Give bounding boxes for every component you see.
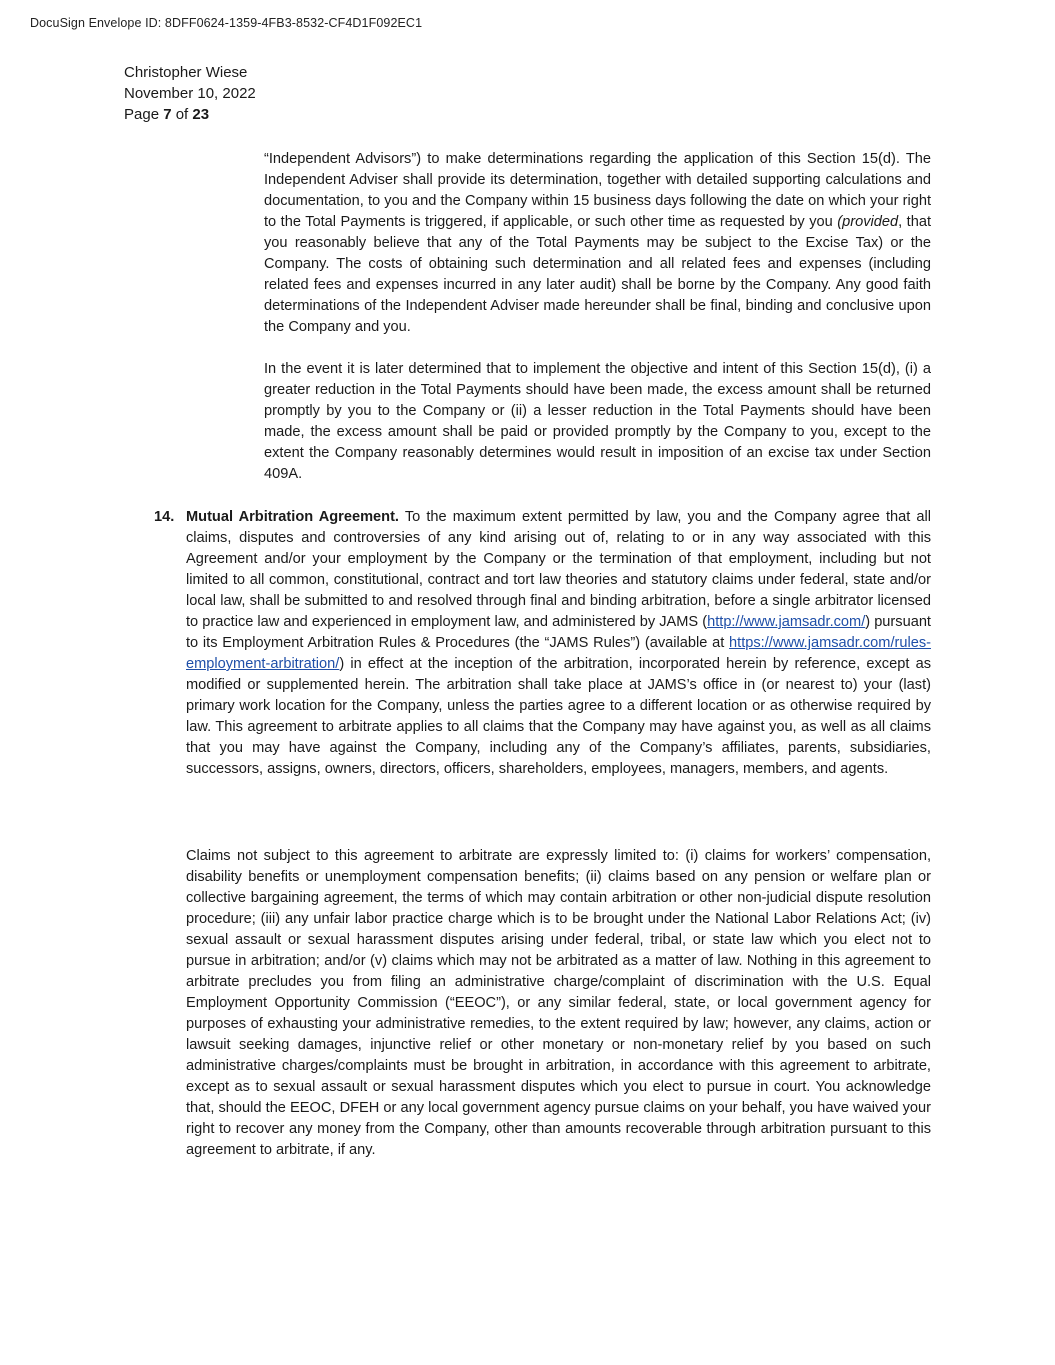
section-14-arbitration <box>154 507 932 780</box>
jams-home-link[interactable]: http://www.jamsadr.com/ <box>707 614 866 630</box>
page-prefix: Page <box>124 106 164 123</box>
section-14-text-1: To the maximum extent permitted by law, you and the Company agree that all claims, disputes and controversies of any kind arising out of, relating to or in any way associated with this Agreement and/or your employment by the Company or the termination of that employment, including but not limited to all common, constitutional, contract and tort law theories and statutory claims under federal, state and/or local law, shall be submitted to and resolved through final and binding arbitration, before a single arbitrator licensed to practice law and experienced in employment law, and administered by JAMS ( <box>186 509 932 630</box>
page-of: of <box>171 106 193 123</box>
letter-header <box>124 62 256 125</box>
excluded-claims-paragraph: Claims not subject to this agreement to arbitrate are expressly limited to: (i) claims for workers’ compensation, disability benefits or unemployment compensation benefits; (ii) claims based on any pension or welfare plan or collective bargaining agreement, the terms of which may contain arbitration or other non-judicial dispute resolution procedure; (iii) any unfair labor practice charge which is to be brought under the National Labor Relations Act; (iv) sexual assault or sexual harassment disputes arising under federal, tribal, or state law which you elect not to pursue in arbitration; and/or (v) claims which may not be arbitrated as a matter of law. Nothing in this agreement to arbitrate precludes you from filing an administrative charge/complaint of discrimination with the U.S. Equal Employment Opportunity Commission (“EEOC”), or any similar federal, state, or local government agency for purposes of exhausting your administrative remedies, to the extent required by law; however, any claims, action or lawsuit seeking damages, injunctive relief or other monetary or non-monetary relief by you based on such administrative charges/complaints must be brought in arbitration, in accordance with this agreement to arbitrate, except as to sexual assault or sexual harassment disputes which you elect to pursue in court. You acknowledge that, should the EEOC, DFEH or any local government agency pursue claims on your behalf, you have waived your right to recover any money from the Company, other than amounts recoverable through arbitration pursuant to this agreement to arbitrate, if any. <box>186 848 931 1158</box>
page-indicator <box>124 104 256 125</box>
section-title: Mutual Arbitration Agreement. <box>186 509 399 525</box>
para-a-text-2: , that you reasonably believe that any of the Total Payments may be subject to the Excise Tax) or the Company. The costs of obtaining such determination and all related fees and expenses (including related fees and expenses incurred in any later audit) shall be borne by the Company. Any good faith determinations of the Independent Adviser made hereunder shall be final, binding and conclusive upon the Company and you. <box>264 214 932 335</box>
page-total: 23 <box>192 106 210 123</box>
adjustment-paragraph: In the event it is later determined that to implement the objective and intent of this Section 15(d), (i) a greater reduction in the Total Payments should have been made, the excess amount shall be returned promptly by you to the Company or (ii) a lesser reduction in the Total Payments should have been made, the excess amount shall be paid or provided promptly by the Company to you, except to the extent the Company reasonably determines would result in imposition of an excise tax under Section 409A. <box>264 361 931 482</box>
recipient-name: Christopher Wiese <box>124 64 248 81</box>
letter-date: November 10, 2022 <box>124 85 256 102</box>
independent-advisor-paragraph <box>264 149 931 338</box>
section-number: 14. <box>154 509 175 525</box>
section-14-text-2: ) pursuant to its Employment Arbitration Rules & Procedures (the “JAMS Rules”) (available at <box>186 614 931 651</box>
para-a-italic: (provided <box>837 214 899 230</box>
docusign-envelope-id: DocuSign Envelope ID: 8DFF0624-1359-4FB3-8532-CF4D1F092EC1 <box>30 16 423 30</box>
page-number: 7 <box>163 106 172 123</box>
section-14-text-3: ) in effect at the inception of the arbitration, incorporated herein by reference, except as modified or supplemented herein. The arbitration shall take place at JAMS’s office in (or nearest to) your (last) primary work location for the Company, unless the parties agree to a different location or as otherwise required by law. This agreement to arbitrate applies to all claims that the Company may have against you, as well as all claims that you may have against the Company, including any of the Company’s affiliates, parents, subsidiaries, successors, assigns, owners, directors, officers, shareholders, employees, managers, members, and agents. <box>186 656 931 777</box>
para-a-text-1: “Independent Advisors”) to make determinations regarding the application of this Section 15(d). The Independent Adviser shall provide its determination, together with detailed supporting calculations and documentation, to you and the Company within 15 business days following the date on which your right to the Total Payments is triggered, if applicable, or such other time as requested by you <box>264 151 931 230</box>
jams-rules-link[interactable]: https://www.jamsadr.com/rules-employment-arbitration/ <box>186 635 931 672</box>
